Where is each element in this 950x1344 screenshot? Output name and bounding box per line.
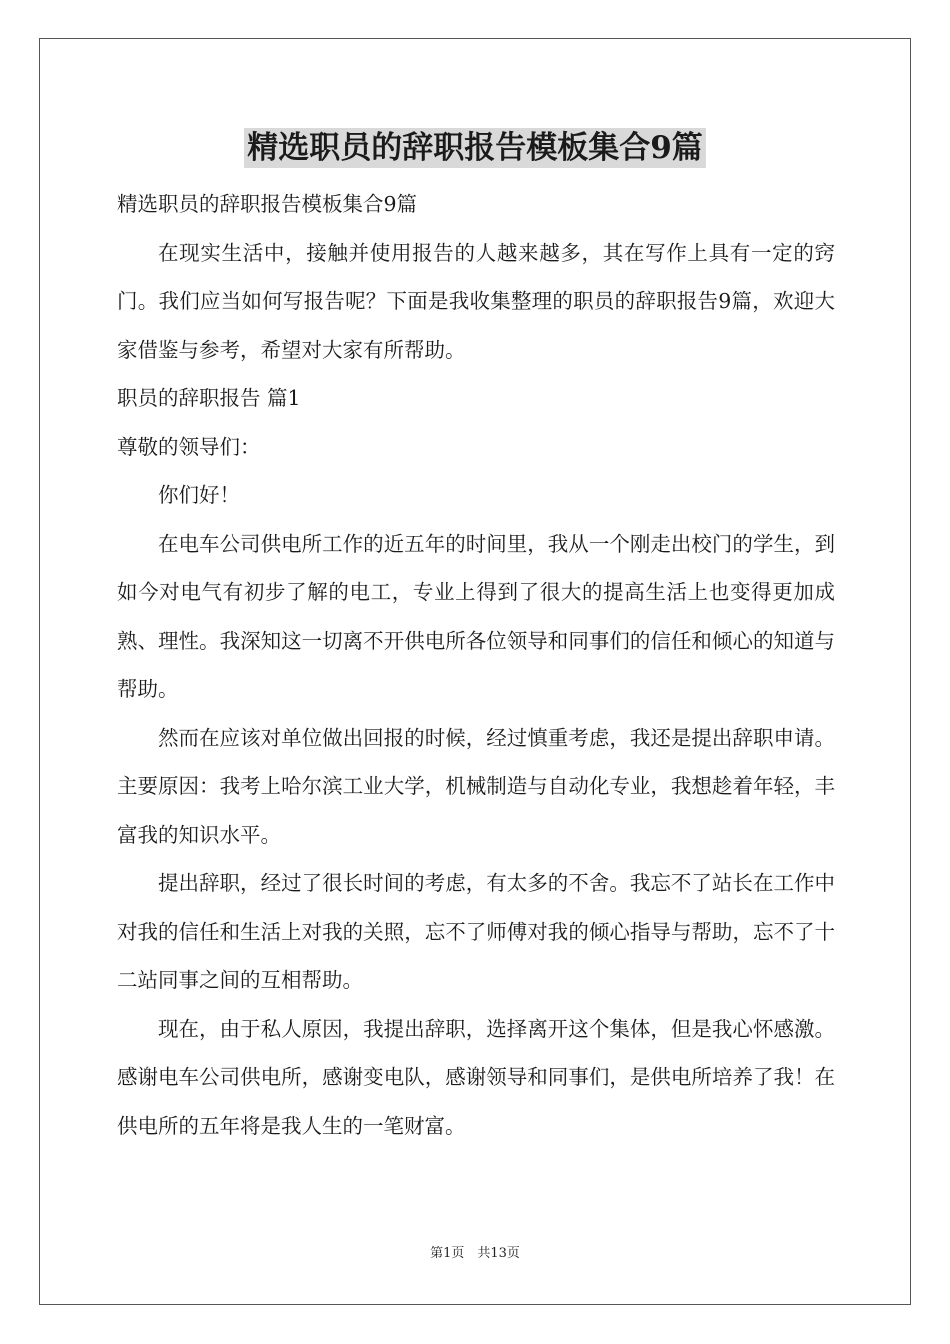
salutation: 尊敬的领导们： [117,434,261,459]
greeting: 你们好！ [158,483,240,507]
document-subtitle: 精选职员的辞职报告模板集合9篇 [117,192,418,216]
document-title-text: 精选职员的辞职报告模板集合9篇 [244,128,706,168]
body-paragraph: 现在，由于私人原因，我提出辞职，选择离开这个集体，但是我心怀感激。感谢电车公司供电所，感谢变电队，感谢领导和同事们，是供电所培养了我！在供电所的五年将是我人生的一笔财富。 [117,1016,835,1138]
intro-paragraph: 在现实生活中，接触并使用报告的人越来越多，其在写作上具有一定的窍门。我们应当如何写报告呢？下面是我收集整理的职员的辞职报告9篇，欢迎大家借鉴与参考，希望对大家有所帮助。 [117,240,835,362]
body-paragraph: 在电车公司供电所工作的近五年的时间里，我从一个刚走出校门的学生，到如今对电气有初步了解的电工，专业上得到了很大的提高生活上也变得更加成熟、理性。我深知这一切离不开供电所各位领导和同事们的信任和倾心的知道与帮助。 [117,531,835,701]
page-number: 第1页 共13页 [430,1246,520,1261]
body-paragraph: 提出辞职，经过了很长时间的考虑，有太多的不舍。我忘不了站长在工作中对我的信任和生活上对我的关照，忘不了师傅对我的倾心指导与帮助，忘不了十二站同事之间的互相帮助。 [117,871,835,992]
document-body [117,180,835,1150]
section-heading: 职员的辞职报告 篇1 [117,386,301,410]
document-title [0,128,950,168]
body-paragraph: 然而在应该对单位做出回报的时候，经过慎重考虑，我还是提出辞职申请。主要原因：我考上哈尔滨工业大学，机械制造与自动化专业，我想趁着年轻，丰富我的知识水平。 [117,725,835,847]
page-footer [0,1245,950,1263]
